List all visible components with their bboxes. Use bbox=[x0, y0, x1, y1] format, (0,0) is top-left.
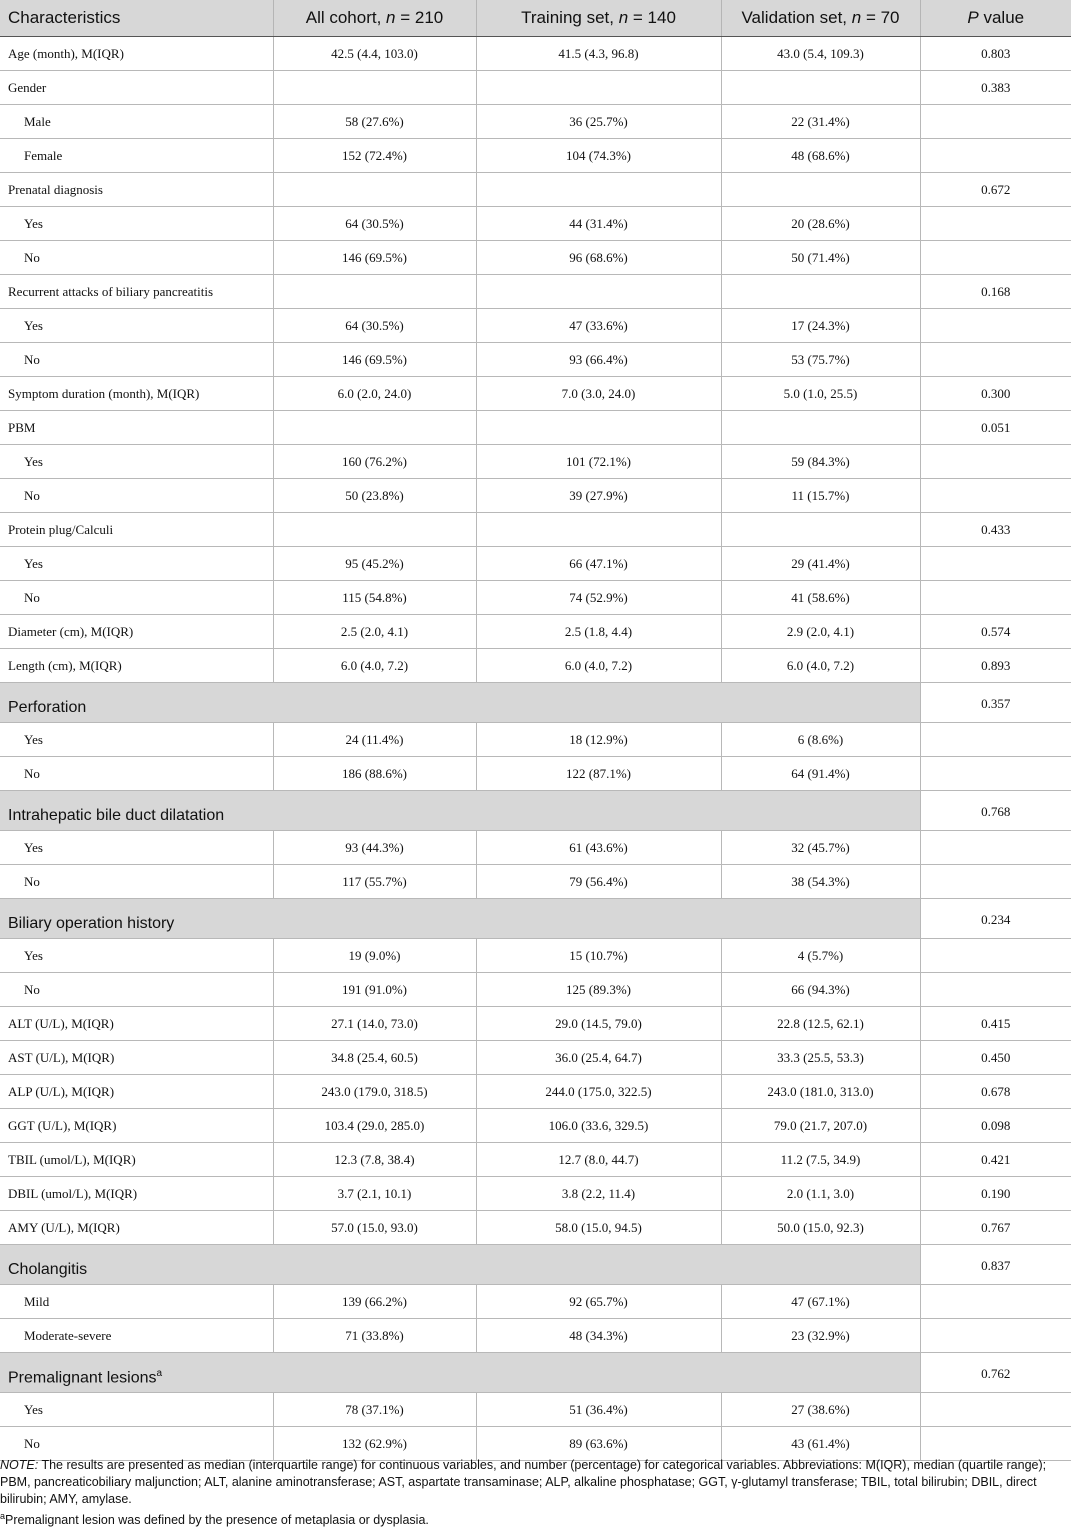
all-cohort-cell bbox=[273, 173, 476, 207]
p-value-cell: 0.357 bbox=[920, 683, 1071, 723]
all-cohort-cell: 243.0 (179.0, 318.5) bbox=[273, 1075, 476, 1109]
row-label: Prenatal diagnosis bbox=[0, 173, 273, 207]
validation-set-cell: 41 (58.6%) bbox=[721, 581, 920, 615]
training-set-cell: 3.8 (2.2, 11.4) bbox=[476, 1177, 721, 1211]
training-set-cell: 61 (43.6%) bbox=[476, 831, 721, 865]
table-row bbox=[0, 1075, 1071, 1109]
validation-set-cell bbox=[721, 173, 920, 207]
validation-set-cell: 79.0 (21.7, 207.0) bbox=[721, 1109, 920, 1143]
all-cohort-cell: 3.7 (2.1, 10.1) bbox=[273, 1177, 476, 1211]
row-label: No bbox=[0, 1427, 273, 1461]
p-value-cell bbox=[920, 723, 1071, 757]
all-cohort-cell bbox=[273, 71, 476, 105]
training-set-cell: 106.0 (33.6, 329.5) bbox=[476, 1109, 721, 1143]
all-cohort-cell: 34.8 (25.4, 60.5) bbox=[273, 1041, 476, 1075]
validation-set-cell: 6.0 (4.0, 7.2) bbox=[721, 649, 920, 683]
row-label: Symptom duration (month), M(IQR) bbox=[0, 377, 273, 411]
row-label: TBIL (umol/L), M(IQR) bbox=[0, 1143, 273, 1177]
p-value-cell bbox=[920, 207, 1071, 241]
section-label-text: Premalignant lesions bbox=[8, 1369, 157, 1386]
validation-set-cell: 243.0 (181.0, 313.0) bbox=[721, 1075, 920, 1109]
validation-set-cell: 22 (31.4%) bbox=[721, 105, 920, 139]
p-value-cell: 0.098 bbox=[920, 1109, 1071, 1143]
p-value-cell bbox=[920, 445, 1071, 479]
section-label bbox=[0, 1245, 920, 1285]
all-cohort-cell: 146 (69.5%) bbox=[273, 343, 476, 377]
validation-set-cell: 11.2 (7.5, 34.9) bbox=[721, 1143, 920, 1177]
training-set-cell: 51 (36.4%) bbox=[476, 1393, 721, 1427]
row-label: No bbox=[0, 581, 273, 615]
row-label: AMY (U/L), M(IQR) bbox=[0, 1211, 273, 1245]
row-label: ALP (U/L), M(IQR) bbox=[0, 1075, 273, 1109]
row-label: Yes bbox=[0, 1393, 273, 1427]
table-row bbox=[0, 865, 1071, 899]
p-value-cell bbox=[920, 1285, 1071, 1319]
row-label: Yes bbox=[0, 309, 273, 343]
validation-set-cell bbox=[721, 71, 920, 105]
row-label: No bbox=[0, 479, 273, 513]
p-value-cell bbox=[920, 547, 1071, 581]
p-value-cell: 0.767 bbox=[920, 1211, 1071, 1245]
validation-set-cell: 4 (5.7%) bbox=[721, 939, 920, 973]
row-label: Diameter (cm), M(IQR) bbox=[0, 615, 273, 649]
training-set-cell: 101 (72.1%) bbox=[476, 445, 721, 479]
training-set-cell: 93 (66.4%) bbox=[476, 343, 721, 377]
training-set-cell: 47 (33.6%) bbox=[476, 309, 721, 343]
section-label bbox=[0, 791, 920, 831]
training-set-cell: 7.0 (3.0, 24.0) bbox=[476, 377, 721, 411]
all-cohort-cell: 6.0 (2.0, 24.0) bbox=[273, 377, 476, 411]
section-label bbox=[0, 1353, 920, 1393]
all-cohort-cell: 71 (33.8%) bbox=[273, 1319, 476, 1353]
training-set-cell: 92 (65.7%) bbox=[476, 1285, 721, 1319]
row-label: Yes bbox=[0, 831, 273, 865]
p-value-cell: 0.300 bbox=[920, 377, 1071, 411]
table-row bbox=[0, 377, 1071, 411]
validation-set-cell bbox=[721, 411, 920, 445]
all-cohort-cell: 50 (23.8%) bbox=[273, 479, 476, 513]
validation-set-cell: 20 (28.6%) bbox=[721, 207, 920, 241]
validation-set-cell: 27 (38.6%) bbox=[721, 1393, 920, 1427]
table-row bbox=[0, 723, 1071, 757]
all-cohort-cell: 57.0 (15.0, 93.0) bbox=[273, 1211, 476, 1245]
table-row bbox=[0, 513, 1071, 547]
validation-set-cell: 6 (8.6%) bbox=[721, 723, 920, 757]
p-value-cell: 0.421 bbox=[920, 1143, 1071, 1177]
training-set-cell: 29.0 (14.5, 79.0) bbox=[476, 1007, 721, 1041]
all-cohort-cell: 58 (27.6%) bbox=[273, 105, 476, 139]
training-set-cell bbox=[476, 71, 721, 105]
training-set-cell: 2.5 (1.8, 4.4) bbox=[476, 615, 721, 649]
section-label bbox=[0, 899, 920, 939]
table-row bbox=[0, 581, 1071, 615]
p-value-cell bbox=[920, 105, 1071, 139]
p-value-cell bbox=[920, 1393, 1071, 1427]
table-row bbox=[0, 207, 1071, 241]
all-cohort-cell: 27.1 (14.0, 73.0) bbox=[273, 1007, 476, 1041]
table-row bbox=[0, 309, 1071, 343]
training-set-cell: 58.0 (15.0, 94.5) bbox=[476, 1211, 721, 1245]
validation-set-cell: 11 (15.7%) bbox=[721, 479, 920, 513]
table-row bbox=[0, 139, 1071, 173]
section-row bbox=[0, 683, 1071, 723]
row-label: Length (cm), M(IQR) bbox=[0, 649, 273, 683]
validation-set-cell: 64 (91.4%) bbox=[721, 757, 920, 791]
p-value-cell: 0.672 bbox=[920, 173, 1071, 207]
training-set-cell: 44 (31.4%) bbox=[476, 207, 721, 241]
p-value-cell: 0.803 bbox=[920, 37, 1071, 71]
table-row bbox=[0, 939, 1071, 973]
row-label: DBIL (umol/L), M(IQR) bbox=[0, 1177, 273, 1211]
p-value-cell: 0.433 bbox=[920, 513, 1071, 547]
validation-set-cell: 59 (84.3%) bbox=[721, 445, 920, 479]
all-cohort-cell: 115 (54.8%) bbox=[273, 581, 476, 615]
validation-set-cell bbox=[721, 275, 920, 309]
all-cohort-cell: 64 (30.5%) bbox=[273, 309, 476, 343]
table-row bbox=[0, 479, 1071, 513]
validation-set-cell: 29 (41.4%) bbox=[721, 547, 920, 581]
table-row bbox=[0, 173, 1071, 207]
training-set-cell bbox=[476, 173, 721, 207]
training-set-cell: 6.0 (4.0, 7.2) bbox=[476, 649, 721, 683]
header-characteristics: Characteristics bbox=[0, 0, 273, 37]
training-set-cell: 66 (47.1%) bbox=[476, 547, 721, 581]
all-cohort-cell: 19 (9.0%) bbox=[273, 939, 476, 973]
validation-set-cell: 38 (54.3%) bbox=[721, 865, 920, 899]
section-label-text: Biliary operation history bbox=[8, 915, 175, 932]
p-value-cell: 0.051 bbox=[920, 411, 1071, 445]
table-row bbox=[0, 615, 1071, 649]
all-cohort-cell bbox=[273, 411, 476, 445]
all-cohort-cell: 191 (91.0%) bbox=[273, 973, 476, 1007]
table-notes bbox=[0, 1457, 1068, 1529]
p-value-cell: 0.383 bbox=[920, 71, 1071, 105]
table-row bbox=[0, 1393, 1071, 1427]
p-value-cell bbox=[920, 939, 1071, 973]
row-label: No bbox=[0, 973, 273, 1007]
p-value-cell: 0.768 bbox=[920, 791, 1071, 831]
validation-set-cell: 5.0 (1.0, 25.5) bbox=[721, 377, 920, 411]
p-value-cell bbox=[920, 1319, 1071, 1353]
validation-set-cell: 66 (94.3%) bbox=[721, 973, 920, 1007]
all-cohort-cell: 152 (72.4%) bbox=[273, 139, 476, 173]
all-cohort-cell: 24 (11.4%) bbox=[273, 723, 476, 757]
table-row bbox=[0, 1177, 1071, 1211]
section-label bbox=[0, 683, 920, 723]
footnote-marker: a bbox=[156, 1367, 163, 1379]
validation-set-cell: 53 (75.7%) bbox=[721, 343, 920, 377]
p-value-cell: 0.762 bbox=[920, 1353, 1071, 1393]
validation-set-cell: 33.3 (25.5, 53.3) bbox=[721, 1041, 920, 1075]
all-cohort-cell: 186 (88.6%) bbox=[273, 757, 476, 791]
p-value-cell bbox=[920, 479, 1071, 513]
training-set-cell: 79 (56.4%) bbox=[476, 865, 721, 899]
row-label: No bbox=[0, 865, 273, 899]
row-label: GGT (U/L), M(IQR) bbox=[0, 1109, 273, 1143]
p-value-cell bbox=[920, 757, 1071, 791]
training-set-cell: 89 (63.6%) bbox=[476, 1427, 721, 1461]
all-cohort-cell bbox=[273, 513, 476, 547]
validation-set-cell: 23 (32.9%) bbox=[721, 1319, 920, 1353]
section-row bbox=[0, 1245, 1071, 1285]
training-set-cell: 39 (27.9%) bbox=[476, 479, 721, 513]
row-label: Protein plug/Calculi bbox=[0, 513, 273, 547]
table-row bbox=[0, 649, 1071, 683]
training-set-cell bbox=[476, 513, 721, 547]
row-label: Moderate-severe bbox=[0, 1319, 273, 1353]
table-row bbox=[0, 1211, 1071, 1245]
all-cohort-cell: 6.0 (4.0, 7.2) bbox=[273, 649, 476, 683]
section-row bbox=[0, 1353, 1071, 1393]
validation-set-cell: 2.0 (1.1, 3.0) bbox=[721, 1177, 920, 1211]
training-set-cell: 41.5 (4.3, 96.8) bbox=[476, 37, 721, 71]
p-value-cell: 0.893 bbox=[920, 649, 1071, 683]
row-label: Male bbox=[0, 105, 273, 139]
training-set-cell: 18 (12.9%) bbox=[476, 723, 721, 757]
row-label: Recurrent attacks of biliary pancreatitis bbox=[0, 275, 273, 309]
row-label: Mild bbox=[0, 1285, 273, 1319]
p-value-cell: 0.837 bbox=[920, 1245, 1071, 1285]
p-value-cell: 0.450 bbox=[920, 1041, 1071, 1075]
p-value-cell bbox=[920, 139, 1071, 173]
training-set-cell: 96 (68.6%) bbox=[476, 241, 721, 275]
p-value-cell: 0.415 bbox=[920, 1007, 1071, 1041]
section-row bbox=[0, 791, 1071, 831]
table-header-row bbox=[0, 0, 1071, 37]
table-row bbox=[0, 275, 1071, 309]
all-cohort-cell: 132 (62.9%) bbox=[273, 1427, 476, 1461]
p-value-cell bbox=[920, 309, 1071, 343]
p-value-cell: 0.168 bbox=[920, 275, 1071, 309]
all-cohort-cell: 95 (45.2%) bbox=[273, 547, 476, 581]
section-label-text: Cholangitis bbox=[8, 1261, 88, 1278]
p-value-cell: 0.678 bbox=[920, 1075, 1071, 1109]
header-p-value: P value bbox=[920, 0, 1071, 37]
all-cohort-cell: 78 (37.1%) bbox=[273, 1393, 476, 1427]
p-value-cell bbox=[920, 581, 1071, 615]
validation-set-cell: 22.8 (12.5, 62.1) bbox=[721, 1007, 920, 1041]
all-cohort-cell: 146 (69.5%) bbox=[273, 241, 476, 275]
validation-set-cell: 17 (24.3%) bbox=[721, 309, 920, 343]
training-set-cell bbox=[476, 275, 721, 309]
p-value-cell: 0.574 bbox=[920, 615, 1071, 649]
training-set-cell: 36.0 (25.4, 64.7) bbox=[476, 1041, 721, 1075]
table-row bbox=[0, 547, 1071, 581]
training-set-cell: 15 (10.7%) bbox=[476, 939, 721, 973]
row-label: Yes bbox=[0, 445, 273, 479]
all-cohort-cell: 139 (66.2%) bbox=[273, 1285, 476, 1319]
all-cohort-cell bbox=[273, 275, 476, 309]
header-all-cohort: All cohort, n = 210 bbox=[273, 0, 476, 37]
validation-set-cell bbox=[721, 513, 920, 547]
table-row bbox=[0, 105, 1071, 139]
section-label-text: Intrahepatic bile duct dilatation bbox=[8, 807, 225, 824]
row-label: ALT (U/L), M(IQR) bbox=[0, 1007, 273, 1041]
all-cohort-cell: 117 (55.7%) bbox=[273, 865, 476, 899]
training-set-cell: 125 (89.3%) bbox=[476, 973, 721, 1007]
row-label: PBM bbox=[0, 411, 273, 445]
table-row bbox=[0, 973, 1071, 1007]
abbreviation-note: NOTE: The results are presented as median (interquartile range) for continuous variables, and number (percentage) for categorical variables. Abbreviations: M(IQR), median (quartile range); PBM, pancreaticobiliary maljunction; ALT, alanine aminotransferase; AST, aspartate transaminase; ALP, alkaline phosphatase; GGT, γ-glutamyl transferase; TBIL, total bilirubin; DBIL, direct bilirubin; AMY, amylase. bbox=[0, 1458, 1047, 1506]
row-label: Female bbox=[0, 139, 273, 173]
training-set-cell: 74 (52.9%) bbox=[476, 581, 721, 615]
p-value-cell: 0.234 bbox=[920, 899, 1071, 939]
table-body bbox=[0, 37, 1071, 1461]
validation-set-cell: 43 (61.4%) bbox=[721, 1427, 920, 1461]
row-label: Gender bbox=[0, 71, 273, 105]
section-label-text: Perforation bbox=[8, 699, 87, 716]
table-row bbox=[0, 831, 1071, 865]
footnote: $^a$Premalignant lesion was defined by the presence of metaplasia or dysplasia. bbox=[0, 1511, 429, 1528]
row-label: Yes bbox=[0, 939, 273, 973]
table-row bbox=[0, 37, 1071, 71]
p-value-cell bbox=[920, 865, 1071, 899]
p-value-cell: 0.190 bbox=[920, 1177, 1071, 1211]
table-row bbox=[0, 445, 1071, 479]
p-value-cell bbox=[920, 1427, 1071, 1461]
p-value-cell bbox=[920, 831, 1071, 865]
training-set-cell: 104 (74.3%) bbox=[476, 139, 721, 173]
all-cohort-cell: 2.5 (2.0, 4.1) bbox=[273, 615, 476, 649]
validation-set-cell: 48 (68.6%) bbox=[721, 139, 920, 173]
row-label: No bbox=[0, 241, 273, 275]
training-set-cell: 122 (87.1%) bbox=[476, 757, 721, 791]
all-cohort-cell: 64 (30.5%) bbox=[273, 207, 476, 241]
p-value-cell bbox=[920, 343, 1071, 377]
training-set-cell: 48 (34.3%) bbox=[476, 1319, 721, 1353]
training-set-cell: 36 (25.7%) bbox=[476, 105, 721, 139]
validation-set-cell: 47 (67.1%) bbox=[721, 1285, 920, 1319]
p-value-cell bbox=[920, 973, 1071, 1007]
all-cohort-cell: 93 (44.3%) bbox=[273, 831, 476, 865]
training-set-cell bbox=[476, 411, 721, 445]
row-label: Yes bbox=[0, 723, 273, 757]
table-row bbox=[0, 1109, 1071, 1143]
validation-set-cell: 32 (45.7%) bbox=[721, 831, 920, 865]
all-cohort-cell: 103.4 (29.0, 285.0) bbox=[273, 1109, 476, 1143]
table-row bbox=[0, 1319, 1071, 1353]
section-row bbox=[0, 899, 1071, 939]
table-row bbox=[0, 757, 1071, 791]
all-cohort-cell: 12.3 (7.8, 38.4) bbox=[273, 1143, 476, 1177]
all-cohort-cell: 42.5 (4.4, 103.0) bbox=[273, 37, 476, 71]
table-row bbox=[0, 1285, 1071, 1319]
p-value-cell bbox=[920, 241, 1071, 275]
header-training-set: Training set, n = 140 bbox=[476, 0, 721, 37]
table-row bbox=[0, 1041, 1071, 1075]
row-label: Yes bbox=[0, 207, 273, 241]
row-label: No bbox=[0, 343, 273, 377]
validation-set-cell: 43.0 (5.4, 109.3) bbox=[721, 37, 920, 71]
row-label: No bbox=[0, 757, 273, 791]
table-row bbox=[0, 1143, 1071, 1177]
header-validation-set: Validation set, n = 70 bbox=[721, 0, 920, 37]
table-row bbox=[0, 241, 1071, 275]
table-row bbox=[0, 71, 1071, 105]
validation-set-cell: 50 (71.4%) bbox=[721, 241, 920, 275]
table-row bbox=[0, 1427, 1071, 1461]
training-set-cell: 244.0 (175.0, 322.5) bbox=[476, 1075, 721, 1109]
all-cohort-cell: 160 (76.2%) bbox=[273, 445, 476, 479]
table-row bbox=[0, 411, 1071, 445]
validation-set-cell: 2.9 (2.0, 4.1) bbox=[721, 615, 920, 649]
row-label: AST (U/L), M(IQR) bbox=[0, 1041, 273, 1075]
row-label: Yes bbox=[0, 547, 273, 581]
table-row bbox=[0, 343, 1071, 377]
validation-set-cell: 50.0 (15.0, 92.3) bbox=[721, 1211, 920, 1245]
row-label: Age (month), M(IQR) bbox=[0, 37, 273, 71]
table-row bbox=[0, 1007, 1071, 1041]
training-set-cell: 12.7 (8.0, 44.7) bbox=[476, 1143, 721, 1177]
